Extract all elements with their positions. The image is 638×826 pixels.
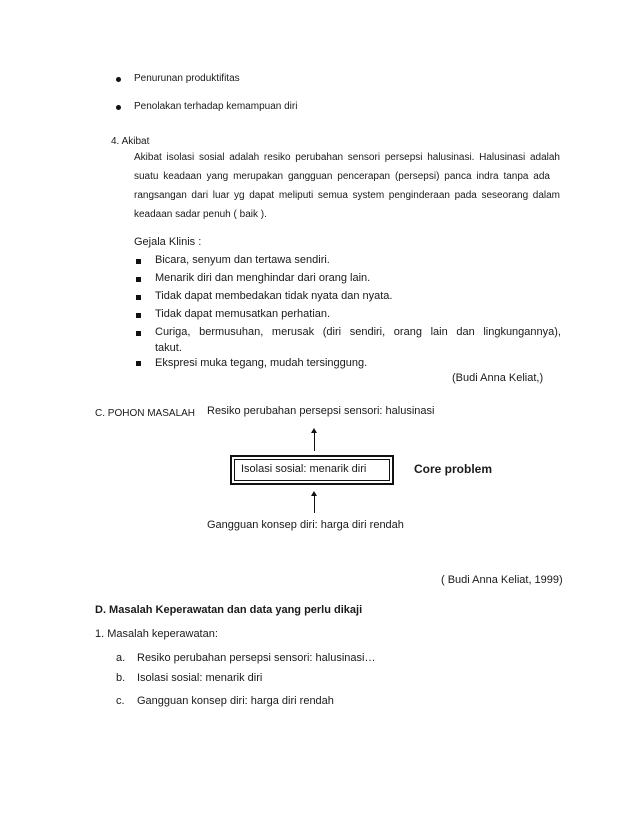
pohon-heading: C. POHON MASALAH bbox=[95, 408, 196, 419]
arrow-line bbox=[314, 432, 315, 451]
bullet-text: Penurunan produktifitas bbox=[134, 73, 240, 84]
square-bullet-icon bbox=[136, 331, 141, 336]
list-letter: a. bbox=[116, 652, 126, 664]
square-bullet-icon bbox=[136, 259, 141, 264]
section-d-sub: 1. Masalah keperawatan: bbox=[95, 628, 218, 640]
pohon-citation: ( Budi Anna Keliat, 1999) bbox=[441, 574, 563, 586]
core-problem-label: Core problem bbox=[414, 462, 493, 476]
list-letter: b. bbox=[116, 672, 126, 684]
gejala-citation: (Budi Anna Keliat,) bbox=[452, 372, 544, 384]
list-item: Resiko perubahan persepsi sensori: halusinasi… bbox=[137, 652, 376, 664]
bullet-icon bbox=[116, 77, 121, 82]
bullet-text: Penolakan terhadap kemampuan diri bbox=[134, 101, 298, 112]
square-bullet-icon bbox=[136, 295, 141, 300]
gejala-item: Curiga, bermusuhan, merusak (diri sendiri, orang lain dan lingkungannya), bbox=[155, 326, 561, 338]
gejala-item: Tidak dapat membedakan tidak nyata dan nyata. bbox=[155, 290, 393, 302]
gejala-item: Bicara, senyum dan tertawa sendiri. bbox=[155, 254, 330, 266]
tree-bottom-node: Gangguan konsep diri: harga diri rendah bbox=[207, 519, 404, 531]
list-item: Gangguan konsep diri: harga diri rendah bbox=[137, 695, 334, 707]
list-letter: c. bbox=[116, 695, 125, 707]
tree-core-node: Isolasi sosial: menarik diri bbox=[241, 463, 367, 475]
gejala-item: Ekspresi muka tegang, mudah tersinggung. bbox=[155, 357, 368, 369]
akibat-line: keadaan sadar penuh ( baik ). bbox=[134, 209, 267, 220]
akibat-line: suatu keadaan yang merupakan gangguan pencerapan (persepsi) panca indra tanpa ada bbox=[134, 171, 550, 182]
arrow-line bbox=[314, 495, 315, 513]
akibat-line: rangsangan dari luar yg dapat meliputi semua system penginderaan pada seseorang dalam bbox=[134, 190, 560, 201]
list-item: Isolasi sosial: menarik diri bbox=[137, 672, 263, 684]
gejala-item: Menarik diri dan menghindar dari orang lain. bbox=[155, 272, 371, 284]
gejala-title: Gejala Klinis : bbox=[134, 236, 202, 248]
square-bullet-icon bbox=[136, 277, 141, 282]
tree-top-node: Resiko perubahan persepsi sensori: halusinasi bbox=[207, 405, 435, 417]
square-bullet-icon bbox=[136, 313, 141, 318]
bullet-icon bbox=[116, 105, 121, 110]
section-d-heading: D. Masalah Keperawatan dan data yang perlu dikaji bbox=[95, 604, 363, 616]
akibat-heading: 4. Akibat bbox=[111, 136, 150, 147]
gejala-item: Tidak dapat memusatkan perhatian. bbox=[155, 308, 331, 320]
gejala-item-cont: takut. bbox=[155, 342, 182, 354]
akibat-line: Akibat isolasi sosial adalah resiko perubahan sensori persepsi halusinasi. Halusinasi adalah bbox=[134, 152, 560, 163]
square-bullet-icon bbox=[136, 361, 141, 366]
